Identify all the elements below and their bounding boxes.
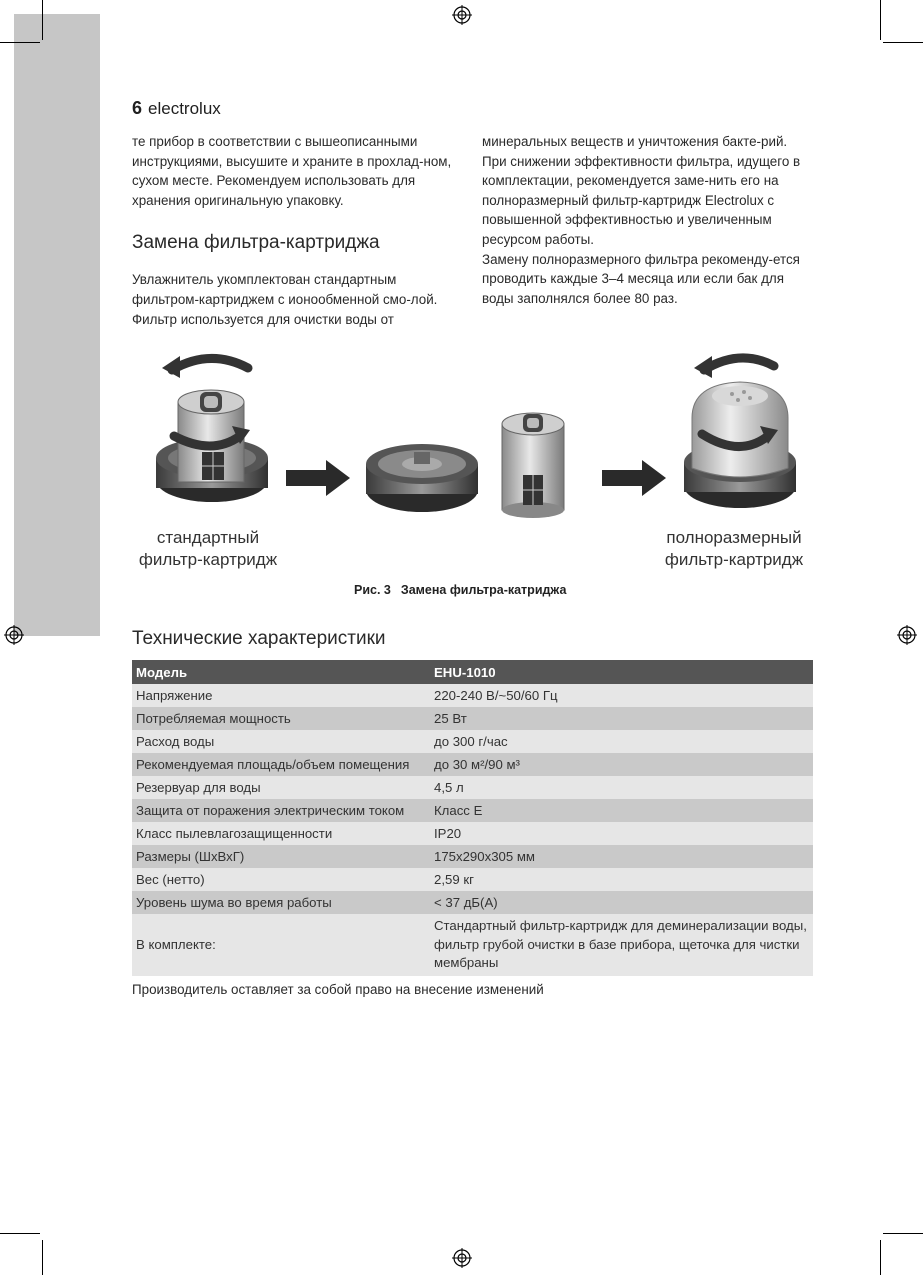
crop-mark	[42, 0, 43, 40]
full-size-cartridge-illustration	[684, 356, 796, 508]
registration-mark-icon	[4, 625, 24, 645]
table-row	[132, 707, 813, 730]
table-row	[132, 730, 813, 753]
spec-value: 220-240 В/~50/60 Гц	[430, 684, 813, 707]
footer-note: Производитель оставляет за собой право на внесение изменений	[132, 982, 544, 997]
label-line: стандартный	[156, 528, 260, 547]
label-line: фильтр-картридж	[664, 550, 804, 569]
label-line: полноразмерный	[666, 528, 802, 547]
removed-cartridge-illustration	[502, 413, 564, 518]
standard-cartridge-illustration	[156, 356, 268, 502]
table-row	[132, 845, 813, 868]
spec-name: Резервуар для воды	[132, 776, 430, 799]
crop-mark	[883, 1233, 923, 1234]
filter-replacement-figure	[100, 340, 880, 540]
caption-label: Рис. 3	[354, 583, 391, 597]
brand-name: electrolux	[148, 99, 221, 118]
spec-value: 25 Вт	[430, 707, 813, 730]
paragraph: те прибор в соответствии с вышеописанными инструкциями, высушите и храните в прохлад-ном, сухом месте. Рекомендуем использовать для хранения оригинальную упаковку.	[132, 134, 452, 208]
spec-value: Класс Е	[430, 799, 813, 822]
paragraph: Увлажнитель укомплектован стандартным фильтром-картриджем с ионообменной смо-лой. Фильтр используется для очистки воды от	[132, 272, 438, 327]
figure-label-full-size	[654, 527, 814, 571]
specs-title: Технические характеристики	[132, 628, 386, 649]
spec-value: Стандартный фильтр-картридж для деминерализации воды, фильтр грубой очистки в базе прибора, щеточка для чистки мембраны	[430, 914, 813, 976]
label-line: фильтр-картридж	[138, 550, 278, 569]
crop-mark	[0, 1233, 40, 1234]
spec-name: Рекомендуемая площадь/объем помещения	[132, 753, 430, 776]
spec-name: Напряжение	[132, 684, 430, 707]
table-row	[132, 753, 813, 776]
table-row	[132, 891, 813, 914]
spec-name: Расход воды	[132, 730, 430, 753]
spec-value: 175x290x305 мм	[430, 845, 813, 868]
figure-caption	[354, 583, 566, 597]
crop-mark	[880, 1240, 881, 1275]
crop-mark	[0, 42, 40, 43]
spec-value: 4,5 л	[430, 776, 813, 799]
spec-name: Размеры (ШхВхГ)	[132, 845, 430, 868]
table-row	[132, 868, 813, 891]
registration-mark-icon	[452, 5, 472, 25]
spec-name: Потребляемая мощность	[132, 707, 430, 730]
paragraph: Замену полноразмерного фильтра рекоменду-ется проводить каждые 3–4 месяца или если бак для воды заполнялся более 80 раз.	[482, 251, 800, 306]
table-header-cell: EHU-1010	[430, 660, 813, 684]
spec-value: до 300 г/час	[430, 730, 813, 753]
page-number: 6	[132, 98, 143, 118]
registration-mark-icon	[897, 625, 917, 645]
arrow-right-icon	[286, 460, 350, 496]
section-heading: Замена фильтра-картриджа	[132, 232, 380, 254]
spec-value: < 37 дБ(А)	[430, 891, 813, 914]
side-color-band	[14, 14, 100, 636]
spec-name: Уровень шума во время работы	[132, 891, 430, 914]
table-row	[132, 914, 813, 976]
spec-name: Защита от поражения электрическим током	[132, 799, 430, 822]
spec-value: IP20	[430, 822, 813, 845]
crop-mark	[880, 0, 881, 40]
table-row	[132, 776, 813, 799]
table-row	[132, 822, 813, 845]
spec-value: до 30 м²/90 м³	[430, 753, 813, 776]
spec-name: Вес (нетто)	[132, 868, 430, 891]
right-column	[482, 132, 814, 308]
page-header	[132, 98, 221, 119]
arrow-right-icon	[602, 460, 666, 496]
table-header-row	[132, 660, 813, 684]
left-column	[132, 132, 464, 329]
table-row	[132, 684, 813, 707]
spec-name: В комплекте:	[132, 914, 430, 976]
crop-mark	[883, 42, 923, 43]
caption-text: Замена фильтра-катриджа	[400, 583, 567, 597]
spec-value: 2,59 кг	[430, 868, 813, 891]
crop-mark	[42, 1240, 43, 1275]
table-header-cell: Модель	[132, 660, 430, 684]
base-illustration	[366, 444, 478, 512]
spec-name: Класс пылевлагозащищенности	[132, 822, 430, 845]
paragraph: минеральных веществ и уничтожения бакте-рий. При снижении эффективности фильтра, идущего в комплектации, рекомендуется заме-нить его на полноразмерный фильтр-картридж Electrolux с повышенной эффективностью и увеличенным ресурсом работы.	[482, 134, 801, 247]
figure-label-standard	[130, 527, 286, 571]
specs-table	[132, 660, 813, 976]
table-row	[132, 799, 813, 822]
registration-mark-icon	[452, 1248, 472, 1268]
